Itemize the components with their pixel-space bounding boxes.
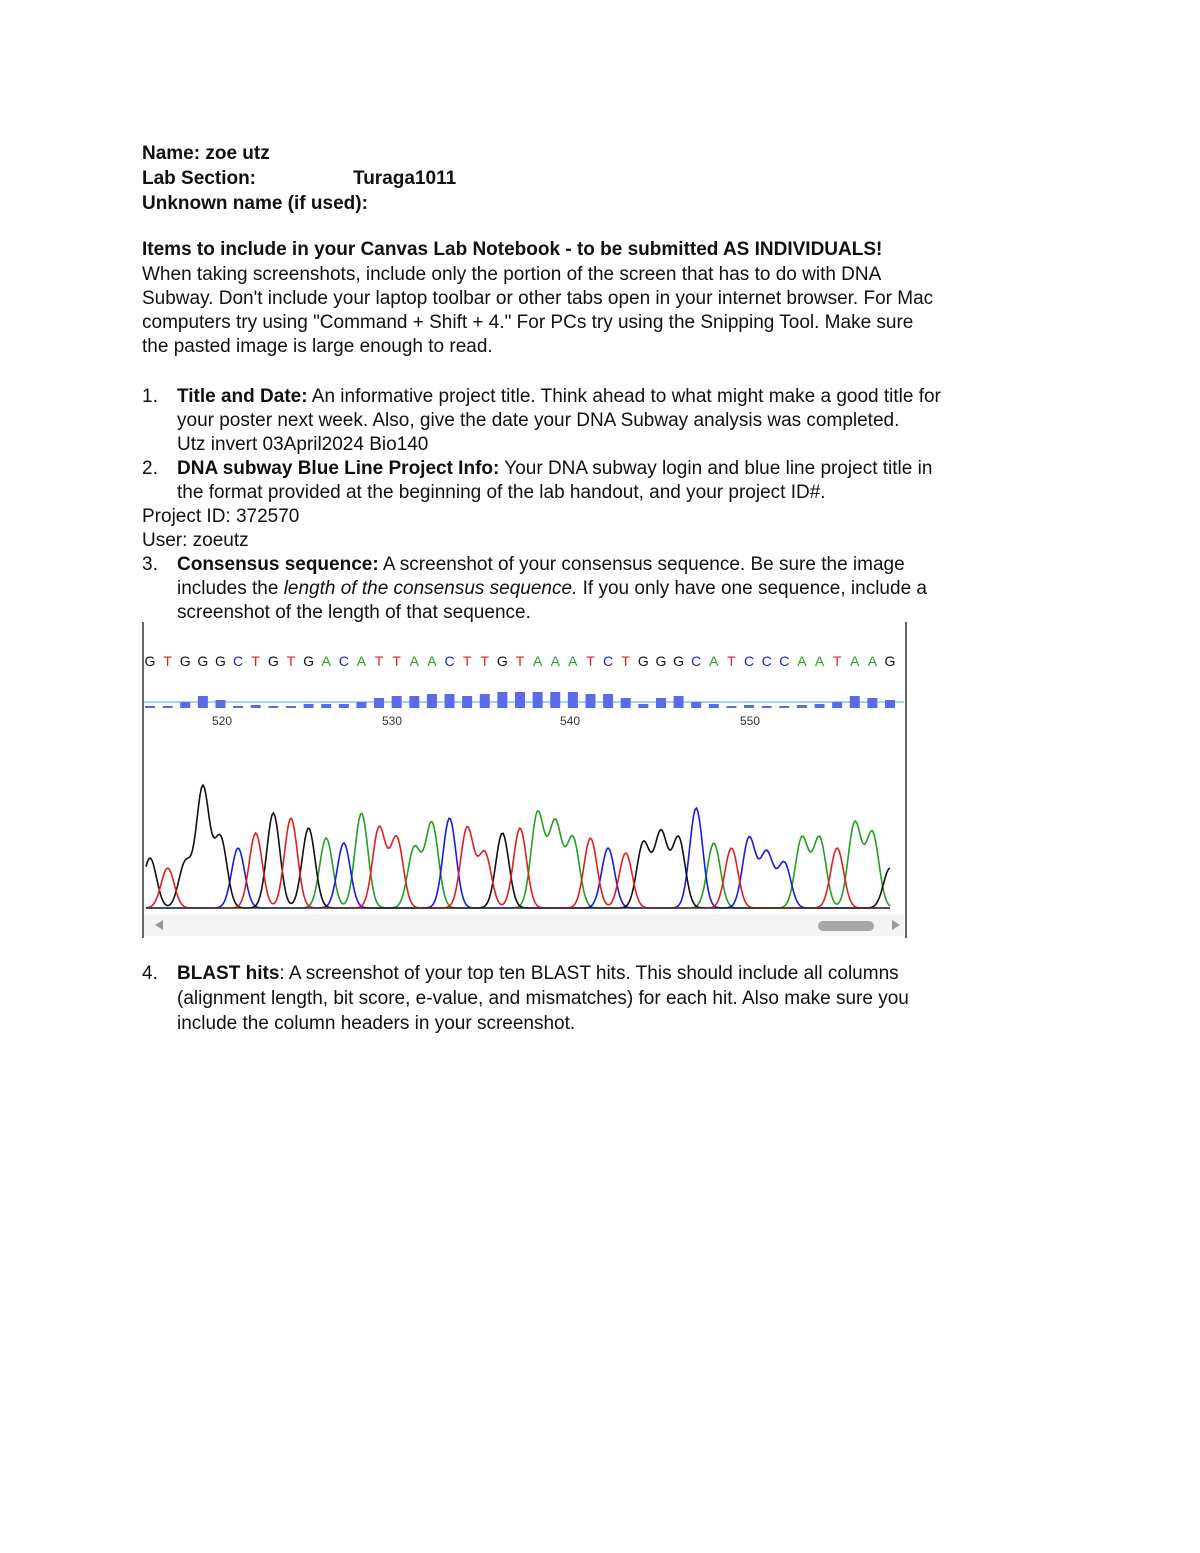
base-call-letter: A [409, 653, 419, 669]
quality-bar [427, 694, 437, 708]
item1-answer: Utz invert 03April2024 Bio140 [177, 434, 429, 455]
base-call-letter: A [850, 653, 860, 669]
base-call-letter: A [797, 653, 807, 669]
base-call-letter: G [496, 653, 508, 669]
quality-bar [445, 694, 455, 708]
base-call-letter: C [444, 653, 455, 669]
quality-bar [409, 696, 419, 708]
horizontal-scrollbar[interactable] [144, 914, 904, 936]
base-call-letter: T [286, 653, 296, 669]
base-call-letter: C [233, 653, 244, 669]
quality-bar [656, 698, 666, 708]
quality-bar [497, 692, 507, 708]
base-call-letter: G [303, 653, 315, 669]
base-call-row [145, 653, 896, 669]
base-call-letter: G [215, 653, 226, 669]
quality-bar [480, 694, 490, 708]
quality-bar [621, 698, 631, 708]
quality-bar [339, 704, 349, 708]
quality-bar [515, 692, 525, 708]
quality-bar [585, 694, 595, 708]
base-call-letter: T [462, 653, 472, 669]
base-call-letter: G [179, 653, 191, 669]
base-call-letter: T [374, 653, 384, 669]
item1-title: Title and Date: [177, 386, 308, 407]
item4-title: BLAST hits [177, 963, 280, 984]
quality-bar [163, 706, 173, 708]
base-call-letter: C [338, 653, 349, 669]
lab-section-value: Turaga1011 [353, 168, 457, 189]
quality-bar [568, 692, 578, 708]
item3-line-2 [177, 577, 927, 601]
base-call-letter: T [586, 653, 595, 669]
base-call-letter: G [197, 653, 209, 669]
item4-line-1 [177, 962, 899, 986]
trace-t [146, 818, 890, 908]
item1-text-1: An informative project title. Think ahead to what might make a good title for [307, 386, 941, 407]
quality-bar [374, 698, 384, 708]
quality-bar [779, 706, 789, 708]
quality-bar [744, 705, 754, 708]
base-call-letter: A [321, 653, 331, 669]
name-line [142, 142, 270, 166]
intro-line-2: Subway. Don't include your laptop toolbar or other tabs open in your internet browser. For Mac [142, 288, 934, 309]
item3-title: Consensus sequence: [177, 554, 379, 575]
item2-line-2: the format provided at the beginning of the lab handout, and your project ID#. [177, 482, 826, 503]
items-heading: Items to include in your Canvas Lab Notebook - to be submitted AS INDIVIDUALS! [142, 239, 883, 260]
item4-line-2: (alignment length, bit score, e-value, and mismatches) for each hit. Also make sure you [177, 988, 909, 1009]
quality-bar [691, 702, 701, 708]
base-call-letter: G [637, 653, 649, 669]
base-call-letter: C [761, 653, 772, 669]
quality-bar [797, 705, 807, 708]
base-call-letter: C [779, 653, 790, 669]
base-call-letter: A [550, 653, 560, 669]
quality-bar [867, 698, 877, 708]
quality-bar [356, 702, 366, 708]
base-call-letter: A [532, 653, 543, 669]
position-label: 540 [559, 714, 581, 728]
item3-text-1: A screenshot of your consensus sequence. Be sure the image [378, 554, 905, 575]
position-label: 520 [211, 714, 233, 728]
base-call-letter: A [709, 653, 719, 669]
base-call-letter: A [867, 653, 878, 669]
base-call-letter: G [655, 653, 667, 669]
item3-text-2a: includes the [177, 578, 284, 599]
intro-line-1: When taking screenshots, include only the portion of the screen that has to do with DNA [142, 264, 882, 285]
quality-bar [462, 696, 472, 708]
quality-bar [392, 696, 402, 708]
base-call-letter: C [743, 653, 755, 669]
quality-bar [321, 704, 331, 708]
quality-bar [762, 706, 772, 708]
base-call-letter: C [691, 653, 702, 669]
project-id: Project ID: 372570 [142, 506, 300, 527]
quality-bar [550, 692, 560, 708]
item2-title: DNA subway Blue Line Project Info: [177, 458, 500, 479]
item4-number: 4. [142, 963, 158, 984]
base-call-letter: G [884, 653, 896, 669]
quality-bar [215, 700, 225, 708]
intro-line-4: the pasted image is large enough to read. [142, 336, 493, 357]
quality-bars [145, 692, 895, 708]
base-call-letter: C [603, 653, 614, 669]
quality-bar [885, 700, 895, 708]
item3-line-3: screenshot of the length of that sequence. [177, 602, 531, 623]
consensus-chromatogram-screenshot [142, 622, 908, 938]
quality-bar [304, 704, 314, 708]
item1-line-2: your poster next week. Also, give the date your DNA Subway analysis was completed. [177, 410, 900, 431]
base-call-letter: T [392, 653, 401, 669]
quality-bar [850, 696, 860, 708]
item1-number: 1. [142, 386, 158, 407]
quality-bar [180, 702, 190, 708]
base-call-letter: T [515, 653, 525, 669]
scrollbar-thumb[interactable] [818, 921, 874, 931]
quality-bar [726, 706, 736, 708]
position-labels [212, 714, 760, 728]
item3-text-2b: If you only have one sequence, include a [577, 578, 927, 599]
quality-bar [832, 702, 842, 708]
base-call-letter: T [251, 653, 260, 669]
item3-text-2-italic: length of the consensus sequence. [283, 578, 578, 599]
trace-g [146, 785, 890, 908]
quality-bar [638, 704, 648, 708]
quality-bar [233, 706, 243, 708]
base-call-letter: A [814, 653, 825, 669]
position-label: 550 [739, 714, 761, 728]
base-call-letter: T [727, 653, 736, 669]
quality-bar [198, 696, 208, 708]
base-call-letter: T [480, 653, 490, 669]
trace-a [146, 811, 890, 908]
item4-line-3: include the column headers in your screenshot. [177, 1013, 576, 1034]
base-call-letter: A [427, 653, 437, 669]
base-call-letter: G [144, 653, 156, 669]
trace-c [146, 808, 890, 908]
lab-section-label: Lab Section: [142, 168, 257, 189]
item2-text-1: Your DNA subway login and blue line project title in [499, 458, 933, 479]
quality-bar [145, 706, 155, 708]
quality-bar [286, 706, 296, 708]
quality-bar [533, 692, 543, 708]
user-line: User: zoeutz [142, 530, 249, 551]
quality-bar [251, 705, 261, 708]
item3-number: 3. [142, 554, 158, 575]
item4-text-1: : A screenshot of your top ten BLAST hits. This should include all columns [279, 963, 899, 984]
base-call-letter: G [267, 653, 279, 669]
intro-line-3: computers try using "Command + Shift + 4." For PCs try using the Snipping Tool. Make sure [142, 312, 914, 333]
trace-peaks [146, 785, 890, 908]
quality-bar [674, 696, 684, 708]
lab-section-line [142, 167, 457, 191]
base-call-letter: T [621, 653, 630, 669]
base-call-letter: T [163, 653, 172, 669]
item2-number: 2. [142, 458, 158, 479]
quality-bar [603, 694, 613, 708]
quality-bar [268, 706, 278, 708]
name-label: Name: [142, 143, 201, 164]
item3-line-1 [177, 553, 905, 577]
item1-line-1 [177, 385, 941, 409]
base-call-letter: T [832, 653, 842, 669]
item2-line-1 [177, 457, 932, 481]
position-label: 530 [381, 714, 403, 728]
base-call-letter: A [356, 653, 367, 669]
quality-bar [815, 704, 825, 708]
unknown-name-line: Unknown name (if used): [142, 193, 368, 214]
base-call-letter: A [568, 653, 578, 669]
name-value: zoe utz [205, 143, 270, 164]
base-call-letter: G [673, 653, 685, 669]
quality-bar [709, 704, 719, 708]
